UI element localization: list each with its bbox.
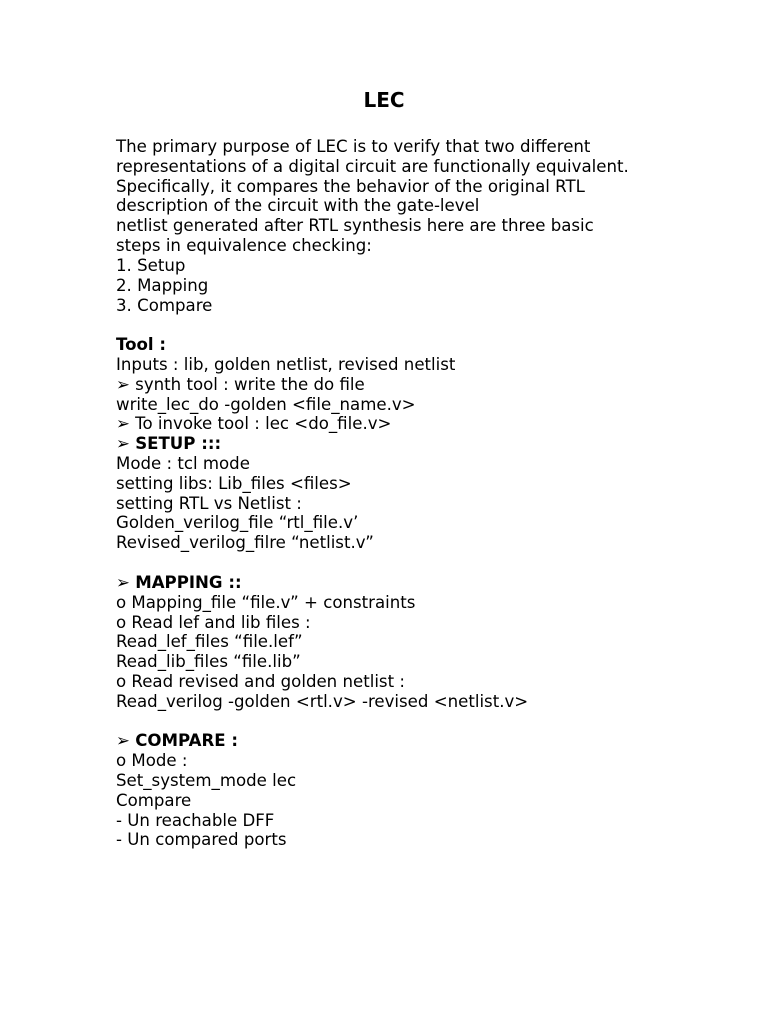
document-title: LEC — [363, 88, 405, 112]
spacer — [116, 315, 736, 335]
intro-line: description of the circuit with the gate-level — [116, 196, 480, 216]
tool-line: write_lec_do -golden <file_name.v> — [116, 394, 416, 414]
mapping-line: o Read revised and golden netlist : — [116, 671, 405, 691]
setup-line: Revised_verilog_filre “netlist.v” — [116, 533, 374, 553]
setup-line: setting libs: Lib_files <files> — [116, 473, 352, 493]
compare-heading: COMPARE : — [135, 731, 238, 751]
compare-line: - Un compared ports — [116, 830, 287, 850]
step-item-compare: 3. Compare — [116, 295, 213, 315]
setup-line: Golden_verilog_file “rtl_file.v’ — [116, 513, 359, 533]
intro-line: steps in equivalence checking: — [116, 236, 372, 256]
intro-line: The primary purpose of LEC is to verify that two different — [116, 137, 591, 156]
mapping-line: Read_verilog -golden <rtl.v> -revised <netlist.v> — [116, 691, 529, 711]
mapping-heading: MAPPING :: — [135, 572, 242, 592]
setup-line: setting RTL vs Netlist : — [116, 493, 302, 513]
spacer — [116, 553, 736, 573]
tool-line: Inputs : lib, golden netlist, revised netlist — [116, 354, 456, 374]
arrow-bullet-icon: ➢ — [116, 572, 136, 592]
mapping-line: o Mapping_file “file.v” + constraints — [116, 592, 416, 612]
arrow-bullet-icon: ➢ — [116, 434, 136, 454]
compare-line: - Un reachable DFF — [116, 810, 275, 830]
mapping-line: o Read lef and lib files : — [116, 612, 311, 632]
mapping-line: Read_lib_files “file.lib” — [116, 652, 301, 672]
tool-line: ➢ To invoke tool : lec <do_file.v> — [116, 414, 392, 434]
tool-heading: Tool : — [116, 335, 167, 355]
step-item-mapping: 2. Mapping — [116, 275, 209, 295]
compare-line: o Mode : — [116, 751, 188, 771]
compare-line: Compare — [116, 790, 192, 810]
step-item-setup: 1. Setup — [116, 255, 186, 275]
setup-heading-row — [116, 434, 736, 454]
intro-line: representations of a digital circuit are functionally equivalent. — [116, 156, 629, 176]
setup-line: Mode : tcl mode — [116, 454, 250, 473]
tool-line: ➢ synth tool : write the do file — [116, 374, 365, 394]
intro-line: netlist generated after RTL synthesis here are three basic — [116, 216, 594, 236]
mapping-line: Read_lef_files “file.lef” — [116, 632, 303, 652]
compare-line: Set_system_mode lec — [116, 771, 297, 790]
arrow-bullet-icon: ➢ — [116, 731, 136, 751]
setup-heading: SETUP ::: — [135, 434, 222, 454]
spacer — [116, 712, 736, 732]
document-body — [116, 137, 736, 850]
mapping-heading-row — [116, 573, 736, 593]
intro-line: Specifically, it compares the behavior of the original RTL — [116, 176, 585, 196]
compare-heading-row — [116, 731, 736, 751]
